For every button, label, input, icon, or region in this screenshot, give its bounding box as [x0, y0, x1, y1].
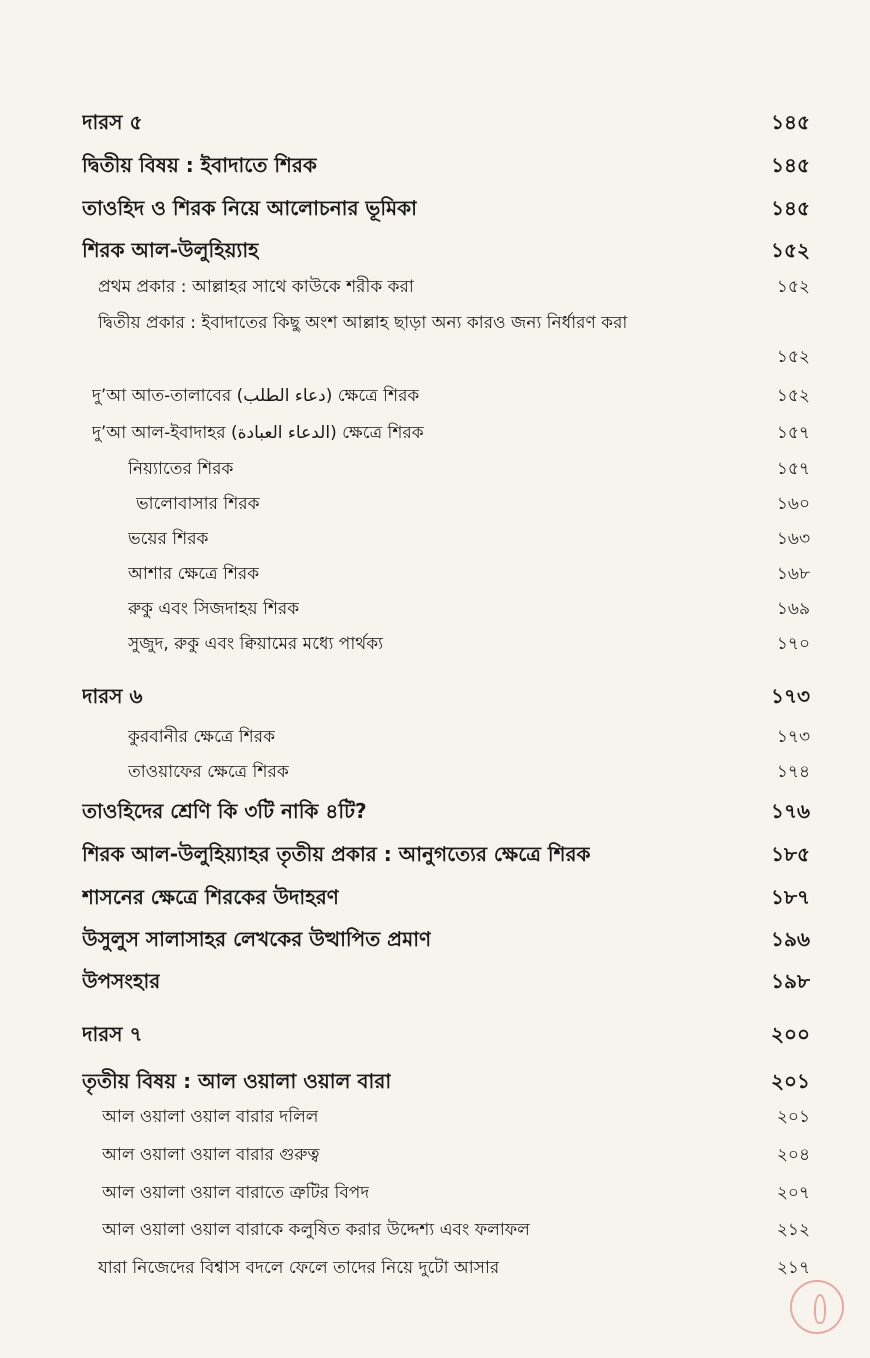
toc-entry-page: ১৭৩ — [776, 727, 810, 747]
toc-entry-page: ১৭৩ — [771, 684, 810, 708]
toc-entry-title: আল ওয়ালা ওয়াল বারাতে ত্রুটির বিপদ — [102, 1183, 370, 1203]
toc-entry-page: ২০০ — [770, 1022, 810, 1046]
toc-entry-title: দারস ৬ — [82, 684, 143, 708]
toc-entry — [0, 759, 870, 787]
toc-entry — [0, 967, 870, 1000]
toc-entry-title: আল ওয়ালা ওয়াল বারাকে কলুষিত করার উদ্দেশ্য এবং ফলাফল — [102, 1220, 530, 1240]
toc-entry-page: ১৫৭ — [776, 423, 810, 443]
toc-entry-title: নিয়্যাতের শিরক — [128, 459, 234, 479]
toc-entry — [0, 108, 870, 141]
toc-entry — [0, 1067, 870, 1100]
toc-entry — [0, 1020, 870, 1053]
toc-entry-title: শিরক আল-উলুহিয়্যাহর তৃতীয় প্রকার : আনুগত্যের ক্ষেত্রে শিরক — [82, 842, 591, 866]
toc-entry-page: ১৬৯ — [776, 599, 810, 619]
toc-entry-page: ১৫২ — [776, 386, 810, 406]
toc-entry — [0, 631, 870, 659]
toc-entry-page: ১৫২ — [776, 277, 810, 297]
toc-entry-page: ১৬৮ — [776, 564, 810, 584]
toc-entry-title: শিরক আল-উলুহিয়্যাহ — [82, 238, 259, 262]
toc-entry-title: তাওহিদ ও শিরক নিয়ে আলোচনার ভূমিকা — [82, 196, 417, 220]
toc-entry-page: ১৮৭ — [771, 885, 810, 909]
toc-entry — [0, 1104, 870, 1132]
toc-entry-page: ১৭০ — [776, 634, 810, 654]
toc-entry — [0, 383, 870, 411]
toc-entry — [0, 1255, 870, 1283]
toc-entry-title: প্রথম প্রকার : আল্লাহর সাথে কাউকে শরীক করা — [98, 277, 414, 297]
toc-entry-title: দারস ৫ — [82, 110, 143, 134]
toc-entry — [0, 194, 870, 227]
toc-entry — [0, 797, 870, 830]
toc-entry-page: ১৫৭ — [776, 459, 810, 479]
toc-entry-title: আশার ক্ষেত্রে শিরক — [128, 564, 260, 584]
toc-entry — [0, 596, 870, 624]
toc-entry-page: ১৬০ — [776, 494, 810, 514]
toc-entry-page: ২০১ — [776, 1107, 810, 1127]
toc-entry-page: ১৯৮ — [771, 969, 810, 993]
toc-entry — [0, 1180, 870, 1208]
toc-entry-title: আল ওয়ালা ওয়াল বারার গুরুত্ব — [102, 1145, 320, 1165]
toc-entry — [0, 151, 870, 184]
toc-entry-title: দ্বিতীয় প্রকার : ইবাদাতের কিছু অংশ আল্লাহ ছাড়া অন্য কারও জন্য নির্ধারণ করা — [98, 313, 628, 333]
toc-entry-page: ১৪৫ — [771, 110, 810, 134]
toc-entry-page: ১৯৬ — [771, 927, 810, 951]
toc-entry-title: তাওহিদের শ্রেণি কি ৩টি নাকি ৪টি? — [82, 799, 367, 823]
toc-entry — [0, 561, 870, 589]
toc-entry — [0, 236, 870, 269]
toc-entry-title: তৃতীয় বিষয় : আল ওয়ালা ওয়াল বারা — [82, 1069, 392, 1093]
toc-entry-page: ১৮৫ — [771, 842, 810, 866]
publisher-stamp-icon — [790, 1280, 844, 1334]
toc-entry — [0, 840, 870, 873]
toc-entry-page: ২০৭ — [776, 1183, 810, 1203]
toc-entry-title: যারা নিজেদের বিশ্বাস বদলে ফেলে তাদের নিয়ে দুটো আসার — [98, 1258, 500, 1278]
toc-entry — [0, 1217, 870, 1245]
toc-entry-page: ২০১ — [771, 1069, 810, 1093]
toc-entry — [0, 491, 870, 519]
toc-entry-title: উপসংহার — [82, 969, 161, 993]
toc-entry — [0, 310, 870, 338]
toc-entry — [0, 883, 870, 916]
toc-entry-title: সুজুদ, রুকু এবং ক্বিয়ামের মধ্যে পার্থক্য — [128, 634, 384, 654]
toc-entry-title: ভালোবাসার শিরক — [136, 494, 260, 514]
toc-entry-title: উসুলুস সালাসাহর লেখকের উত্থাপিত প্রমাণ — [82, 927, 432, 951]
toc-entry-page: ১৫২ — [771, 238, 810, 262]
toc-entry-page: ১৫২ — [776, 347, 810, 367]
toc-entry-title: দু’আ আল-ইবাদাহর (الدعاء العبادة) ক্ষেত্রে শিরক — [92, 423, 424, 443]
toc-entry-page: ১৬৩ — [776, 529, 810, 549]
toc-entry — [0, 925, 870, 958]
toc-entry-page: ২০৪ — [776, 1145, 810, 1165]
toc-entry-title: দ্বিতীয় বিষয় : ইবাদাতে শিরক — [82, 153, 317, 177]
toc-entry-page: ১৪৫ — [771, 153, 810, 177]
toc-entry-page: ১৭৪ — [776, 762, 810, 782]
toc-entry-title: দারস ৭ — [82, 1022, 143, 1046]
toc-entry-title: কুরবানীর ক্ষেত্রে শিরক — [128, 727, 275, 747]
toc-entry — [0, 526, 870, 554]
toc-entry-title: রুকু এবং সিজদাহয় শিরক — [128, 599, 300, 619]
toc-entry-page: ২১৭ — [776, 1258, 810, 1278]
toc-entry-title: ভয়ের শিরক — [128, 529, 209, 549]
toc-entry-page: ১৪৫ — [771, 196, 810, 220]
toc-entry — [0, 1142, 870, 1170]
toc-entry-title: তাওয়াফের ক্ষেত্রে শিরক — [128, 762, 289, 782]
toc-entry — [0, 724, 870, 752]
toc-entry-title: আল ওয়ালা ওয়াল বারার দলিল — [102, 1107, 319, 1127]
toc-entry — [0, 420, 870, 448]
toc-entry-page: ১৭৬ — [771, 799, 810, 823]
toc-entry — [0, 456, 870, 484]
toc-entry-page: ২১২ — [776, 1220, 810, 1240]
toc-entry — [0, 682, 870, 715]
toc-entry — [0, 274, 870, 302]
toc-entry-title: দু’আ আত-তালাবের (دعاء الطلب) ক্ষেত্রে শিরক — [92, 386, 420, 406]
toc-entry-title: শাসনের ক্ষেত্রে শিরকের উদাহরণ — [82, 885, 339, 909]
